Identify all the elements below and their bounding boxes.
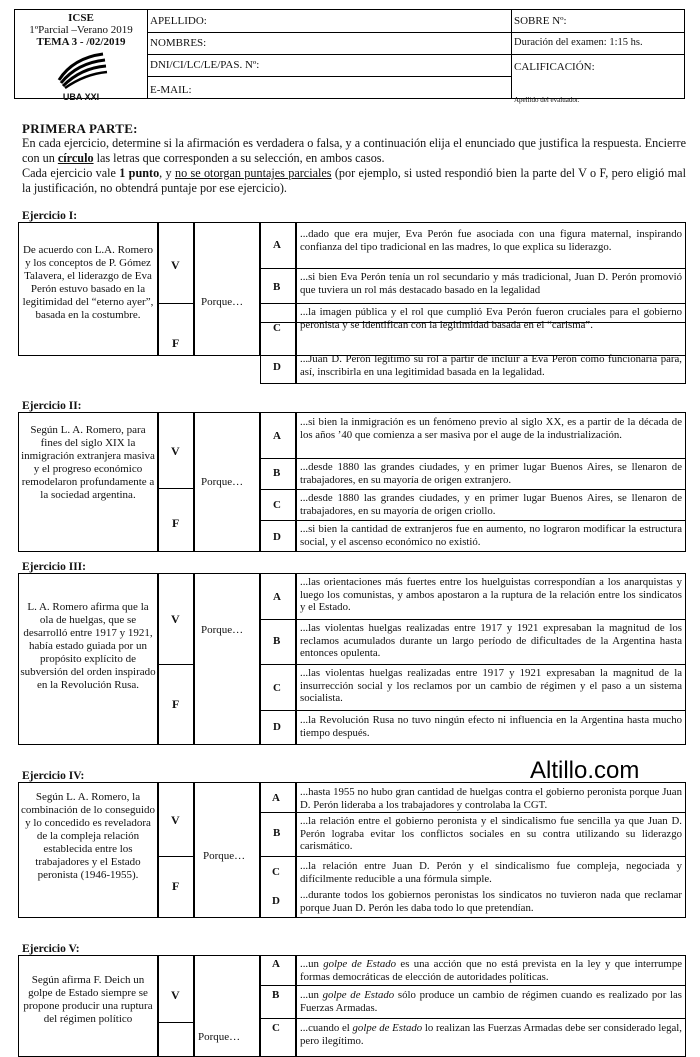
section-title: PRIMERA PARTE: — [22, 121, 138, 136]
ex3-label: Ejercicio III: — [22, 561, 86, 573]
ex4-option-b: ...la relación entre el gobierno peronista y el sindicalismo fue sencilla ya que Juan D. Perón lograba evitar los conflictos sociales en su contra utilizando su liderazgo carismático. — [300, 815, 682, 852]
ex3-statement: L. A. Romero afirma que la ola de huelgas, que se desarrolló entre 1917 y 1921, había estado guiada por un propósito explícito de subversión del orden inspirado en la Revolución Rusa. — [20, 601, 156, 691]
ex2-v[interactable]: V — [171, 444, 180, 458]
ex2-f[interactable]: F — [172, 516, 180, 530]
instructions-p2: Cada ejercicio vale 1 punto, y no se otorgan puntajes parciales (por ejemplo, si usted respondió bien la parte del V o F, pero eligió mal la justificación, no obtendrá puntaje por ese ejercicio). — [22, 166, 686, 195]
ex1-statement: De acuerdo con L.A. Romero y los conceptos de P. Gómez Talavera, el liderazgo de Eva Perón estuvo basado en la legitimidad del “eterno ayer”, basada en la costumbre. — [22, 244, 154, 321]
ex5-option-c: ...cuando el golpe de Estado lo realizan las Fuerzas Armadas debe ser considerado legal, pero ilegítimo. — [300, 1022, 683, 1047]
ex5-vf-box — [158, 955, 194, 1057]
ex1-option-d-letter[interactable]: D — [273, 361, 281, 373]
ex2-statement: Según L. A. Romero, para fines del siglo XIX la inmigración extranjera masiva y el progreso económico remodelaron profundamente a la sociedad argentina. — [21, 424, 155, 501]
ex3-porque: Porque… — [201, 624, 244, 636]
ex3-option-b-letter[interactable]: B — [273, 635, 281, 647]
ex2-option-b: ...desde 1880 las grandes ciudades, y en primer lugar Buenos Aires, se llenaron de trabajadores, en su mayoría de origen extranjero. — [300, 461, 682, 486]
ex5-option-a-letter[interactable]: A — [272, 958, 280, 970]
ex1-option-a-letter[interactable]: A — [273, 239, 281, 251]
instructions — [22, 136, 686, 196]
ex1-option-c: ...la imagen pública y el rol que cumplió Eva Perón fueron cruciales para el gobierno peronista y se identifican con la legitimidad basada en el “carisma”. — [300, 306, 682, 331]
logo-text: UBA XXI — [62, 92, 100, 102]
ex5-label: Ejercicio V: — [22, 943, 80, 955]
ex2-porque: Porque… — [201, 476, 244, 488]
instructions-p1: En cada ejercicio, determine si la afirmación es verdadera o falsa, y a continuación elija el enunciado que justifica la respuesta. Encierre con un círculo las letras que corresponden a su selección, en ambos casos. — [22, 136, 686, 165]
ex2-option-b-letter[interactable]: B — [273, 467, 281, 479]
ex2-option-a: ...si bien la inmigración es un fenómeno previo al siglo XX, es a partir de la década de los años ’40 que comienza a ser masiva por el auge de la industrialización. — [300, 416, 682, 441]
ex4-label: Ejercicio IV: — [22, 770, 85, 782]
course-info — [15, 10, 147, 102]
term: 1ºParcial –Verano 2019 — [29, 24, 133, 36]
ex5-porque: Porque… — [198, 1031, 241, 1043]
ex4-option-c-letter[interactable]: C — [272, 866, 280, 878]
apellido-field[interactable]: APELLIDO: — [150, 15, 207, 27]
sobre-field[interactable]: SOBRE Nº: — [514, 15, 567, 27]
ex1-d-option-cell — [296, 355, 686, 384]
evaluador-label: Apellido del evaluador. — [514, 96, 580, 104]
ex3-f[interactable]: F — [172, 697, 180, 711]
ex4-option-a: ...hasta 1955 no hubo gran cantidad de huelgas contra el gobierno peronista porque Juan D. Perón lideraba a los trabajadores y controlaba la CGT. — [300, 786, 682, 811]
ex4-option-b-letter[interactable]: B — [273, 827, 281, 839]
ex5-option-a: ...un golpe de Estado es una acción que no está prevista en la ley y que interrumpe formas democráticas de elección de autoridades políticas. — [300, 958, 683, 983]
ex3-option-a-letter[interactable]: A — [273, 591, 281, 603]
ex1-option-a: ...dado que era mujer, Eva Perón fue asociada con una figura maternal, inspirando confianza del tipo tradicional en las madres, lo que explica su liderazgo. — [300, 228, 682, 253]
email-field[interactable]: E-MAIL: — [150, 84, 192, 96]
duracion-label: Duración del examen: 1:15 hs. — [514, 37, 643, 48]
ex1-option-b: ...si bien Eva Perón tenía un rol secundario y más tradicional, Juan D. Perón promovió que tuviera un rol más destacado basado en la legalidad — [300, 271, 682, 296]
ex4-f[interactable]: F — [172, 879, 180, 893]
ex2-label: Ejercicio II: — [22, 400, 82, 412]
ex1-label: Ejercicio I: — [22, 210, 78, 222]
exam-header — [14, 9, 685, 104]
ex3-option-c-letter[interactable]: C — [273, 682, 281, 694]
ex3-porque-box — [194, 573, 260, 745]
ex4-vf-box — [158, 782, 194, 918]
nombres-field[interactable]: NOMBRES: — [150, 37, 207, 49]
ex3-option-a: ...las orientaciones más fuertes entre los huelguistas correspondían a los anarquistas y luego los comunistas, y ambos apostaron a la ruptura de la relación entre los sindicatos y el Estado. — [300, 576, 682, 613]
ex3-vf-box — [158, 573, 194, 745]
ex4-statement: Según L. A. Romero, la combinación de lo conseguido y lo concedido es reveladora de la compleja relación establecida entre los trabajadores y el Estado peronista (1946-1955). — [20, 791, 156, 881]
ex1-porque: Porque… — [201, 296, 244, 308]
ex5-option-b-letter[interactable]: B — [272, 989, 280, 1001]
ex3-option-d: ...la Revolución Rusa no tuvo ningún efecto ni influencia en la Argentina hasta mucho tiempo después. — [300, 714, 682, 739]
ex4-porque: Porque… — [203, 850, 246, 862]
ex4-v[interactable]: V — [171, 813, 180, 827]
ex5-option-b: ...un golpe de Estado sólo produce un cambio de régimen cuando es realizado por las Fuerzas Armadas. — [300, 989, 682, 1014]
ex1-option-c-letter[interactable]: C — [273, 322, 281, 334]
ex2-vf-box — [158, 412, 194, 552]
ex3-option-c: ...las violentas huelgas realizadas entre 1917 y 1921 expresaban la magnitud de la insurrección social y los reclamos por un cambio de régimen y el paso a un sistema socialista. — [300, 667, 682, 704]
ex1-option-b-letter[interactable]: B — [273, 281, 281, 293]
ex5-letters-box — [260, 955, 296, 1057]
ex2-option-c-letter[interactable]: C — [273, 499, 281, 511]
ex2-option-a-letter[interactable]: A — [273, 430, 281, 442]
circulo-emphasis: círculo — [57, 151, 94, 165]
calificacion-field[interactable]: CALIFICACIÓN: — [514, 61, 595, 73]
altillo-watermark: Altillo.com — [530, 757, 640, 784]
institution: ICSE — [68, 12, 94, 24]
ex5-statement: Según afirma F. Deich un golpe de Estado siempre se propone producir una ruptura del régimen político — [23, 974, 153, 1025]
ex5-option-c-letter[interactable]: C — [272, 1022, 280, 1034]
ex4-option-d: ...durante todos los gobiernos peronistas los sindicatos no tuvieron nada que reclamar porque Juan D. Perón les daba todo lo que pretendían. — [300, 889, 682, 914]
ex2-option-d-letter[interactable]: D — [273, 531, 281, 543]
uba-logo-icon — [51, 50, 111, 90]
tema: TEMA 3 - /02/2019 — [36, 36, 126, 48]
ex3-option-d-letter[interactable]: D — [273, 721, 281, 733]
dni-field[interactable]: DNI/CI/LC/LE/PAS. Nº: — [150, 59, 260, 71]
ex3-v[interactable]: V — [171, 612, 180, 626]
ex1-v[interactable]: V — [171, 258, 180, 272]
ex1-porque-box — [194, 222, 260, 356]
ex4-option-d-letter[interactable]: D — [272, 895, 280, 907]
ex3-option-b: ...las violentas huelgas realizadas entre 1917 y 1921 expresaban la magnitud de los reclamos acumulados durante un largo período de dificultades de la Argentina hasta entonces opulenta. — [300, 622, 682, 659]
ex2-option-c: ...desde 1880 las grandes ciudades, y en primer lugar Buenos Aires, se llenaron de trabajadores, en su mayoría de origen criollo. — [300, 492, 682, 517]
ex1-option-d: ...Juan D. Perón legitimó su rol a partir de incluir a Eva Perón como funcionaria para, así, inscribirla en una legitimidad basada en la legalidad. — [300, 353, 682, 378]
ex4-option-a-letter[interactable]: A — [272, 792, 280, 804]
ex1-f[interactable]: F — [172, 336, 180, 350]
ex1-d-letter-cell — [260, 355, 296, 384]
ex5-v[interactable]: V — [171, 988, 180, 1002]
ex4-option-c: ...la relación entre Juan D. Perón y el sindicalismo fue compleja, negociada y difícilmente reducible a una fórmula simple. — [300, 860, 682, 885]
ex2-option-d: ...si bien la cantidad de extranjeros fue en aumento, no lograron modificar la estructura social, y el ascenso económico no existió. — [300, 523, 682, 548]
